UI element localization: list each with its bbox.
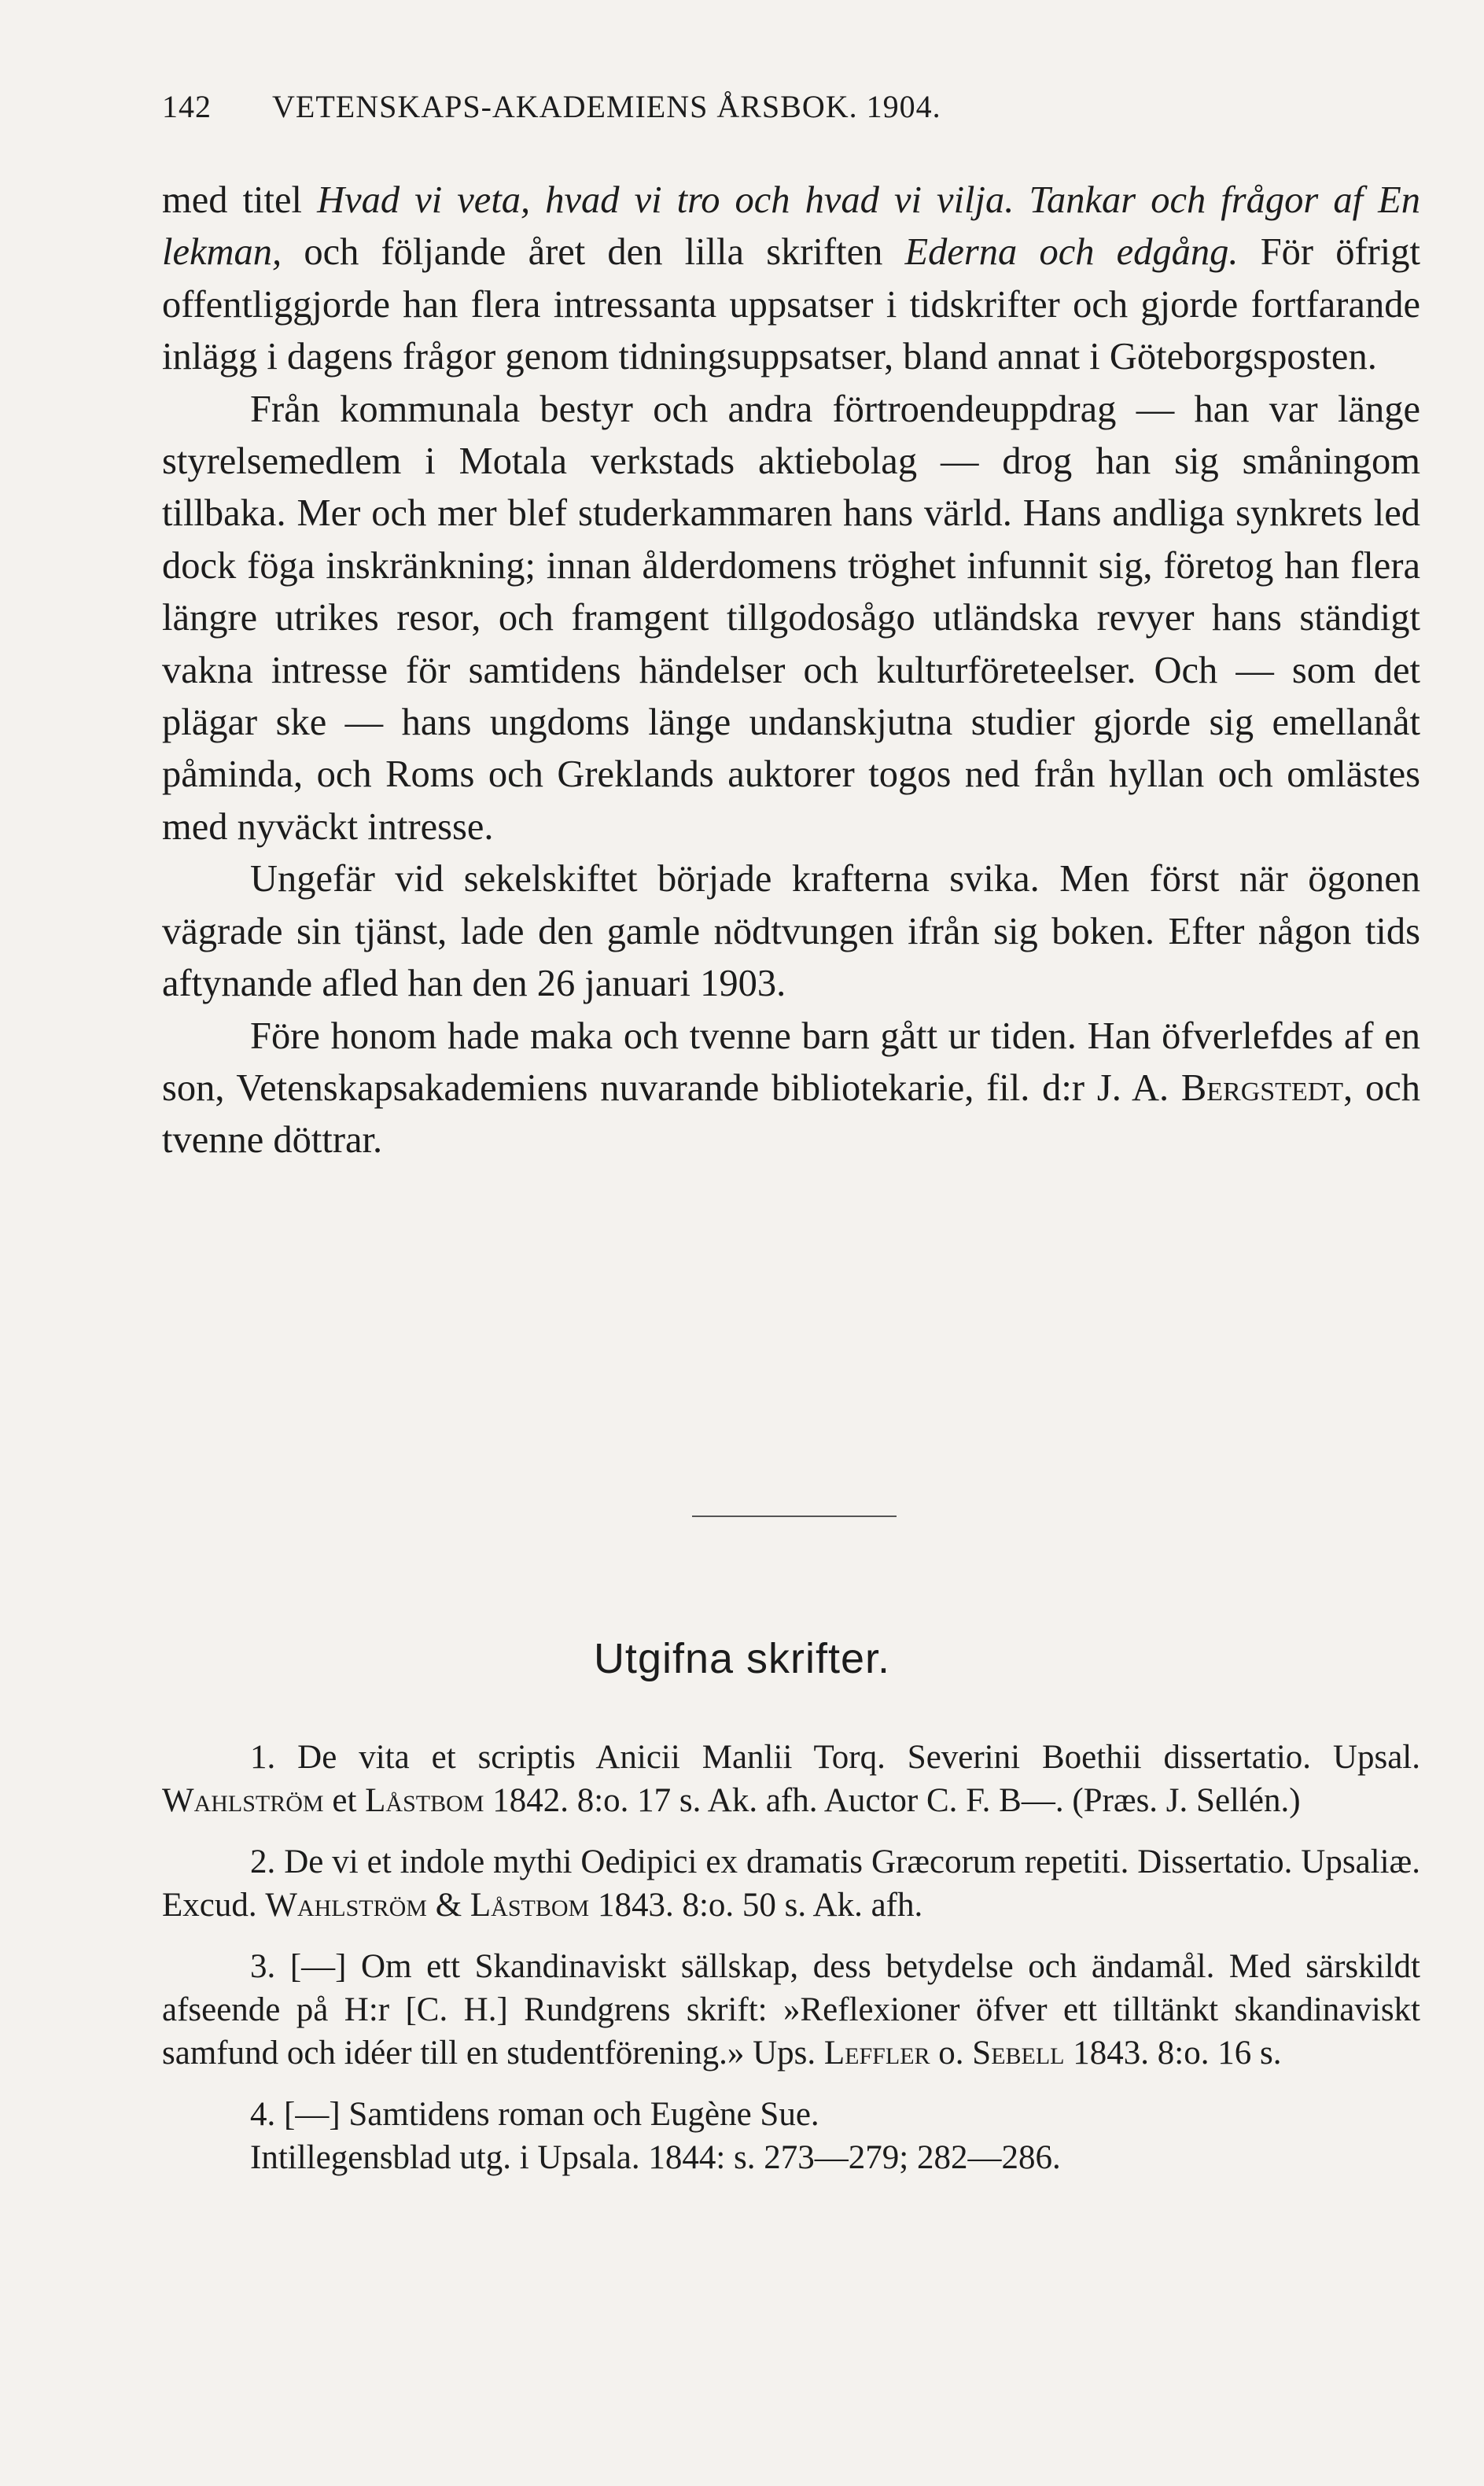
e1-printer-1: Wahlström xyxy=(162,1781,324,1819)
e3-text-2: o. xyxy=(930,2034,973,2072)
e2-text-1: 2. De vi et indole mythi Oedipici ex dramatis Græcorum repetiti. Dissertatio. Upsaliæ. Excud. xyxy=(162,1843,1420,1924)
p4-text-1: Före honom hade maka och tvenne barn gått ur tiden. Han öfverlefdes af en son, Vetenskapsakademiens nuvarande bibliotekarie, fil. d:r J. A. xyxy=(162,1015,1420,1109)
e3-printer-2: Sebell xyxy=(972,2034,1065,2072)
section-heading: Utgifna skrifter. xyxy=(593,1635,891,1682)
section-divider xyxy=(692,1516,897,1517)
p1-text-1: med titel xyxy=(162,179,318,221)
biography-body xyxy=(162,175,1420,1167)
paragraph-4 xyxy=(162,1011,1420,1167)
bibliography-entry-1 xyxy=(162,1737,1420,1822)
bibliography-entry-4-source: Intillegensblad utg. i Upsala. 1844: s. 273—279; 282—286. xyxy=(250,2138,1061,2176)
e1-printer-2: Låstbom xyxy=(365,1781,484,1819)
e1-text-3: 1842. 8:o. 17 s. Ak. afh. Auctor C. F. B—. (Præs. J. Sellén.) xyxy=(484,1781,1301,1819)
p1-text-2: och följande året den lilla skriften xyxy=(282,231,905,274)
e3-text-1: 3. [—] Om ett Skandinaviskt sällskap, dess betydelse och ändamål. Med särskildt afseende på H:r [C. H.] Rundgrens skrift: »Reflexioner öfver ett tilltänkt skandinaviskt samfund och idéer till en studentförening.» Ups. xyxy=(162,1948,1420,2072)
running-title: VETENSKAPS-AKADEMIENS ÅRSBOK. 1904. xyxy=(272,89,941,124)
paragraph-1 xyxy=(162,175,1420,384)
e1-text-2: et xyxy=(323,1781,366,1819)
page-number: 142 xyxy=(162,89,212,124)
e3-text-3: 1843. 8:o. 16 s. xyxy=(1064,2034,1282,2072)
paragraph-2: Från kommunala bestyr och andra förtroendeuppdrag — han var länge styrelsemedlem i Motala verkstads aktiebolag — drog han sig småningom tillbaka. Mer och mer blef studerkammaren hans värld. Hans andliga synkrets led dock föga inskränkning; innan ålderdomens tröghet infunnit sig, företog han flera längre utrikes resor, och framgent tillgodosågo utländska revyer hans ständigt vakna intresse för samtidens händelser och kulturföreteelser. Och — som det plägar ske — hans ungdoms länge undanskjutna studier gjorde sig emellanåt påminda, och Roms och Greklands auktorer togos ned från hyllan och omlästes med nyväckt intresse. xyxy=(162,388,1420,848)
e2-printer: Wahlström & Låstbom xyxy=(265,1886,590,1924)
e1-text-1: 1. De vita et scriptis Anicii Manlii Torq. Severini Boethii dissertatio. Upsal. xyxy=(250,1739,1420,1776)
bibliography-entry-4: 4. [—] Samtidens roman och Eugène Sue. xyxy=(250,2096,819,2134)
running-header xyxy=(162,88,1420,125)
bibliography-list xyxy=(162,1737,1420,2198)
e2-text-2: 1843. 8:o. 50 s. Ak. afh. xyxy=(589,1886,923,1924)
e3-printer-1: Leffler xyxy=(823,2034,930,2072)
p4-text-2: , och tvenne döttrar. xyxy=(162,1066,1420,1162)
bibliography-entry-2 xyxy=(162,1841,1420,1927)
p1-book-title: Hvad vi veta, hvad vi tro och hvad vi vilja. Tankar och frågor af En lekman, xyxy=(162,179,1420,274)
p1-text-3: För öfrigt offentliggjorde han flera intressanta uppsatser i tidskrifter och gjorde fortfarande inlägg i dagens frågor genom tidningsuppsatser, bland annat i Göteborgsposten. xyxy=(162,231,1420,378)
p4-surname: Bergstedt xyxy=(1180,1066,1344,1109)
bibliography-entry-3 xyxy=(162,1946,1420,2075)
p1-pamphlet-title: Ederna och edgång. xyxy=(904,231,1239,274)
paragraph-3: Ungefär vid sekelskiftet började krafterna svika. Men först när ögonen vägrade sin tjänst, lade den gamle nödtvungen ifrån sig boken. Efter någon tids aftynande afled han den 26 januari 1903. xyxy=(162,858,1420,1005)
